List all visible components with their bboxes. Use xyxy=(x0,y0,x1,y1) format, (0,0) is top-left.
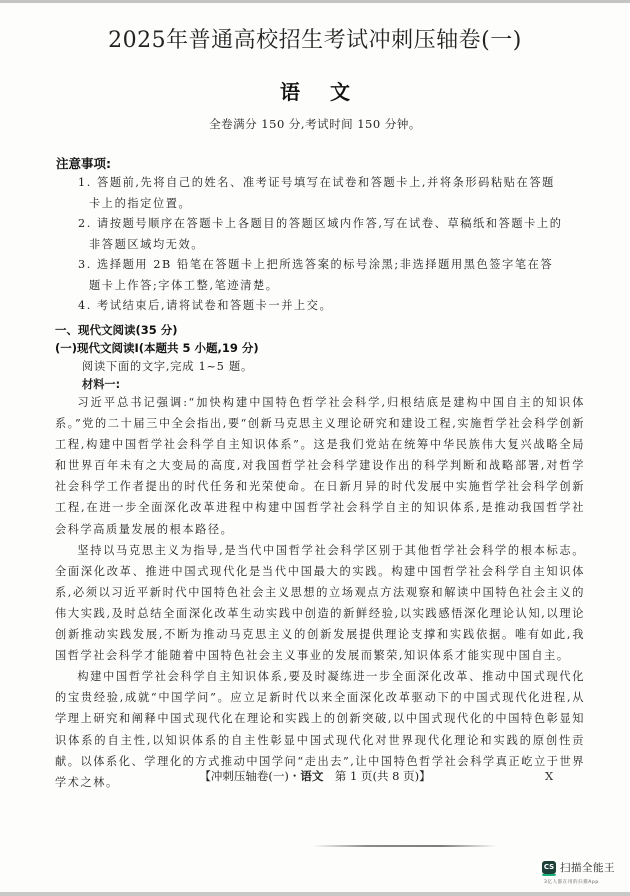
passage-paragraph: 习近平总书记强调:“加快构建中国特色哲学社会科学,归根结底是建构中国自主的知识体系。”党的二十届三中全会指出,要“创新马克思主义理论研究和建设工程,实施哲学社会科学创新工程,构建中国哲学社会科学自主知识体系”。这是我们党站在统筹中华民族伟大复兴战略全局和世界百年未有之大变局的高度,对我国哲学社会科学建设作出的科学判断和战略部署,对哲学社会科学工作者提出的时代任务和光荣使命。在日新月异的时代发展中实施哲学社会科学创新工程,在进一步全面深化改革进程中构建中国哲学社会科学自主的知识体系,是推动我国哲学社会科学高质量发展的根本路径。 xyxy=(55,396,585,536)
page-fold-shadow xyxy=(312,845,497,847)
reading-instruction: 阅读下面的文字,完成 1~5 题。 xyxy=(82,360,253,373)
note-item: 4. 考试结束后,请将试卷和答题卡一并上交。 xyxy=(78,299,333,312)
material-label: 材料一: xyxy=(82,378,121,391)
subject-title: 语文 xyxy=(280,80,380,104)
score-time-line: 全卷满分 150 分,考试时间 150 分钟。 xyxy=(209,117,421,131)
note-item: 1. 答题前,先将自己的姓名、准考证号填写在试卷和答题卡上,并将条形码粘贴在答题卡上的指定位置。 xyxy=(78,176,555,210)
watermark-app-name: 扫描全能王 xyxy=(560,862,615,874)
page-footer xyxy=(0,768,630,784)
note-item: 3. 选择题用 2B 铅笔在答题卡上把所选答案的标号涂黑;非选择题用黑色签字笔在答题卡上作答;字体工整,笔迹清楚。 xyxy=(78,258,554,292)
scanner-watermark xyxy=(542,861,630,893)
footer-page-number: 第 1 页(共 8 页)】 xyxy=(323,769,431,783)
watermark-tagline: 3亿人都在用的扫描App xyxy=(544,880,599,885)
footer-series: 【冲刺压轴卷(一)・ xyxy=(199,769,301,783)
exam-page xyxy=(0,3,630,892)
notes-heading: 注意事项: xyxy=(56,156,111,171)
exam-title: 2025年普通高校招生考试冲刺压轴卷(一) xyxy=(108,28,522,53)
footer-mark: X xyxy=(545,769,554,783)
notes-list xyxy=(78,173,564,317)
passage-paragraph: 坚持以马克思主义为指导,是当代中国哲学社会科学区别于其他哲学社会科学的根本标志。全面深化改革、推进中国式现代化是当代中国最大的实践。构建中国哲学社会科学自主知识体系,必须以习近平新时代中国特色社会主义思想的立场观点方法观察和解读中国特色社会主义的伟大实践,及时总结全面深化改革生动实践中创造的新鲜经验,以实践感悟深化理论认知,以理论创新推动实践发展,不断为推动马克思主义的创新发展提供理论支撑和实践依据。唯有如此,我国哲学社会科学才能随着中国特色社会主义事业的发展而繁荣,知识体系才能实现中国自主。 xyxy=(55,543,585,663)
note-item: 2. 请按题号顺序在答题卡上各题目的答题区域内作答,写在试卷、草稿纸和答题卡上的非答题区域均无效。 xyxy=(78,217,563,251)
camscanner-logo-icon: CS xyxy=(542,861,556,874)
subsection-heading: (一)现代文阅读Ⅰ(本题共 5 小题,19 分) xyxy=(55,341,259,355)
passage-body xyxy=(55,392,585,793)
footer-subject: 语文 xyxy=(300,769,324,783)
passage-paragraph: 构建中国哲学社会科学自主知识体系,要及时凝练进一步全面深化改革、推动中国式现代化的宝贵经验,成就“中国学问”。应立足新时代以来全面深化改革驱动下的中国式现代化进程,从学理上研究和阐释中国式现代化在理论和实践上的创新突破,以中国式现代化的中国特色彰显知识体系的自主性,以知识体系的自主性彰显中国式现代化对世界现代化理论和实践的原创性贡献。以体系化、学理化的方式推动中国学问“走出去”,让中国特色哲学社会科学真正屹立于世界学术之林。 xyxy=(55,670,585,789)
bottom-border xyxy=(0,892,630,896)
section-heading: 一、现代文阅读(35 分) xyxy=(55,323,178,337)
